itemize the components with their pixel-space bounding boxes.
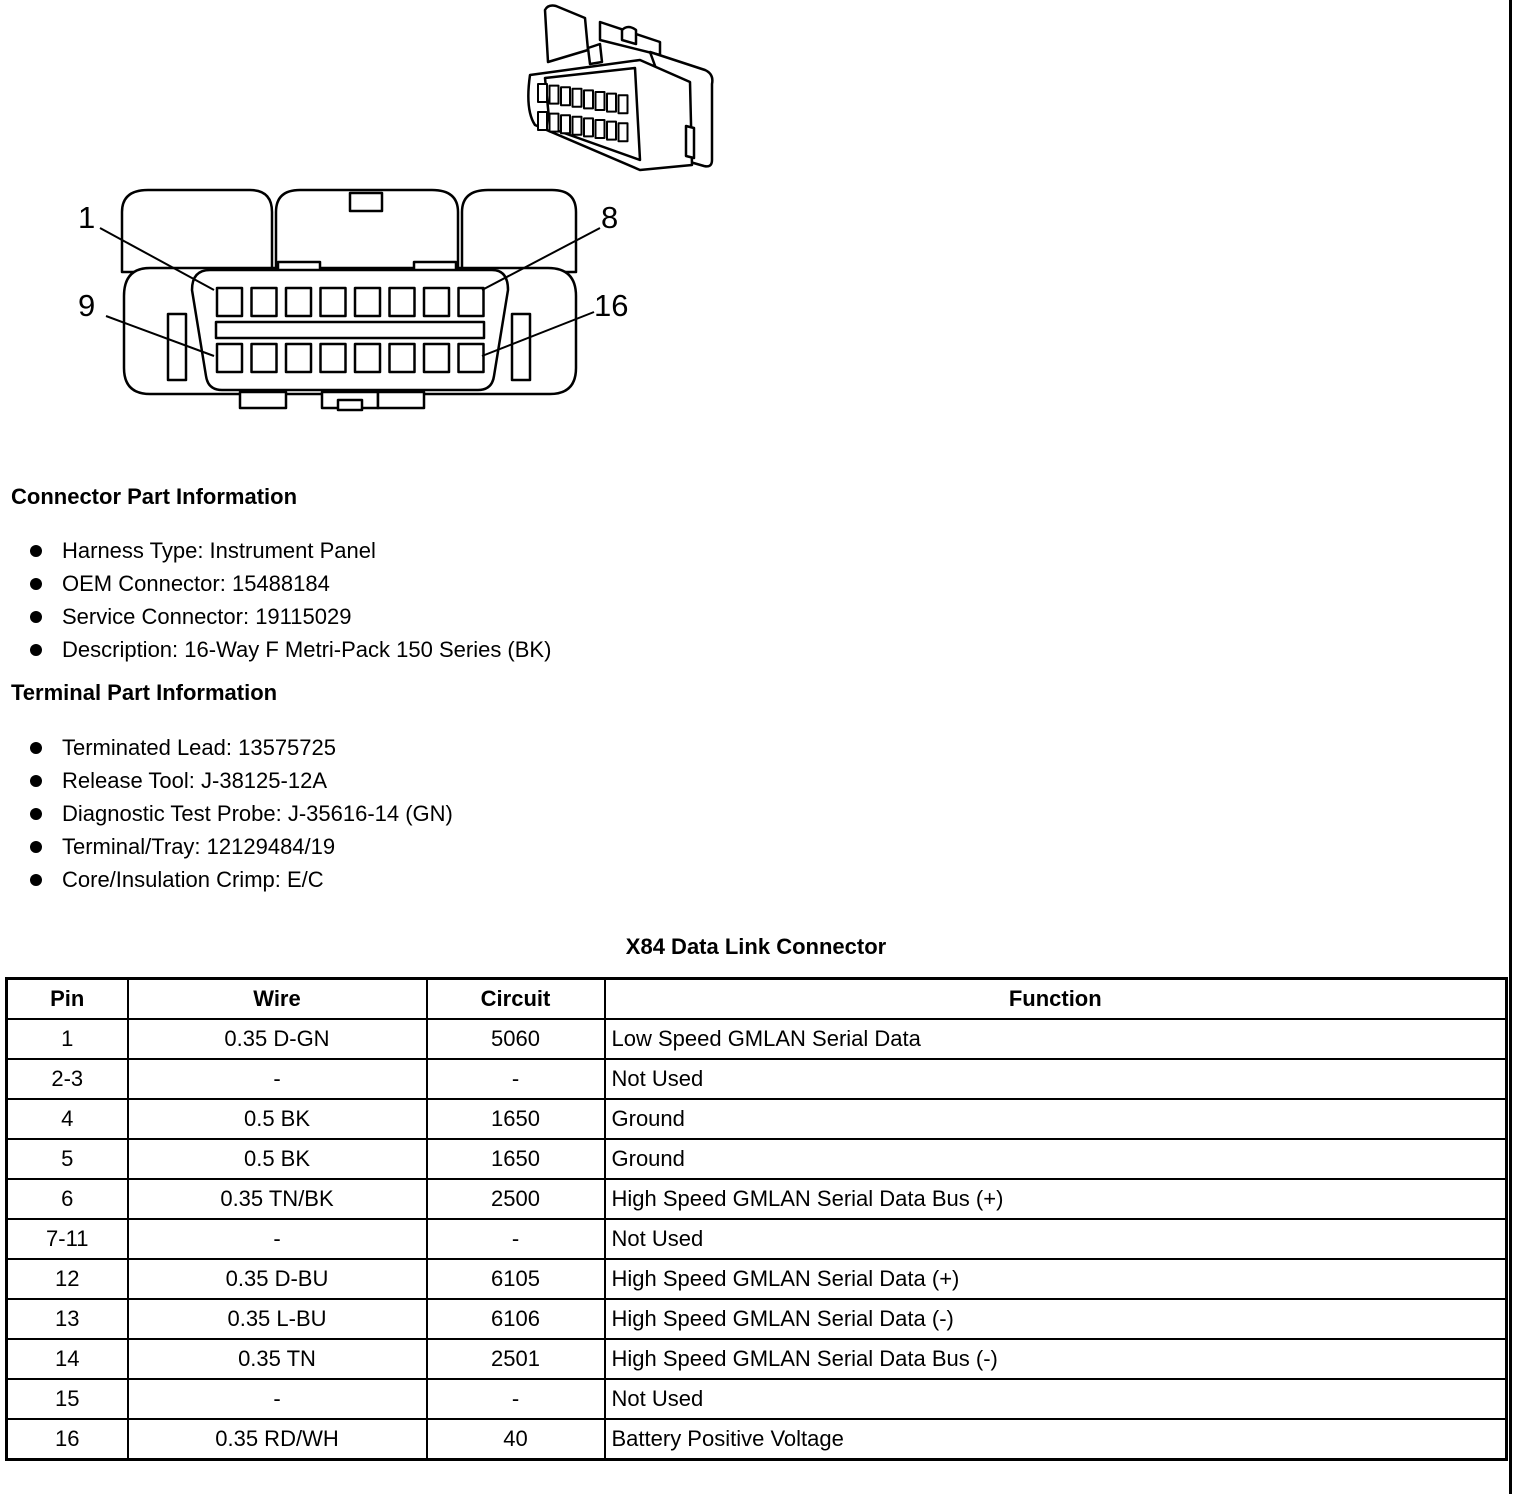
pin-cavity	[459, 288, 484, 316]
cell-function: Not Used	[605, 1059, 1507, 1099]
table-row	[7, 1299, 1507, 1339]
pin-cavity-iso	[561, 115, 570, 133]
cell-circuit: 1650	[427, 1139, 605, 1179]
connector-front-view	[122, 190, 576, 410]
pin-cavity	[390, 344, 415, 372]
cell-wire: 0.35 TN	[128, 1339, 427, 1379]
pinout-table	[5, 977, 1508, 1461]
pin-cavity-iso	[538, 112, 547, 130]
table-row	[7, 1099, 1507, 1139]
pin-cavity-iso	[619, 123, 628, 141]
pin-cavity	[355, 288, 380, 316]
cell-pin: 14	[7, 1339, 128, 1379]
pin-cavity	[252, 344, 277, 372]
cell-function: Not Used	[605, 1219, 1507, 1259]
list-item: Terminated Lead: 13575725	[28, 731, 453, 764]
pin-cavity-iso	[607, 122, 616, 140]
cell-wire: 0.35 TN/BK	[128, 1179, 427, 1219]
pin-cavity-iso	[538, 84, 547, 102]
pin-cavity	[217, 288, 242, 316]
cell-circuit: 40	[427, 1419, 605, 1460]
table-row	[7, 1059, 1507, 1099]
cell-wire: 0.5 BK	[128, 1099, 427, 1139]
column-header-wire: Wire	[128, 979, 427, 1020]
cell-pin: 4	[7, 1099, 128, 1139]
cell-circuit: -	[427, 1059, 605, 1099]
cell-circuit: 1650	[427, 1099, 605, 1139]
pin-cavity	[459, 344, 484, 372]
cell-pin: 12	[7, 1259, 128, 1299]
cell-wire: -	[128, 1219, 427, 1259]
cell-function: Ground	[605, 1099, 1507, 1139]
cell-function: High Speed GMLAN Serial Data (-)	[605, 1299, 1507, 1339]
pin-cavity-iso	[596, 92, 605, 110]
cell-pin: 5	[7, 1139, 128, 1179]
pin-cavity	[424, 288, 449, 316]
table-row	[7, 1339, 1507, 1379]
list-item: Service Connector: 19115029	[28, 600, 551, 633]
pin-cavity-iso	[573, 117, 582, 135]
list-item: OEM Connector: 15488184	[28, 567, 551, 600]
pin-cavity-iso	[573, 89, 582, 107]
table-header-row	[7, 979, 1507, 1020]
cell-circuit: 6106	[427, 1299, 605, 1339]
pin-label-8: 8	[601, 200, 619, 235]
cell-pin: 1	[7, 1019, 128, 1059]
cell-pin: 16	[7, 1419, 128, 1460]
cell-wire: 0.5 BK	[128, 1139, 427, 1179]
pin-cavity	[286, 288, 311, 316]
cell-function: High Speed GMLAN Serial Data Bus (-)	[605, 1339, 1507, 1379]
cell-function: Not Used	[605, 1379, 1507, 1419]
cell-pin: 7-11	[7, 1219, 128, 1259]
cell-pin: 13	[7, 1299, 128, 1339]
list-item: Diagnostic Test Probe: J-35616-14 (GN)	[28, 797, 453, 830]
table-title: X84 Data Link Connector	[625, 934, 887, 959]
cell-wire: -	[128, 1379, 427, 1419]
list-item: Release Tool: J-38125-12A	[28, 764, 453, 797]
pin-cavity-iso	[607, 94, 616, 112]
connector-part-list	[28, 534, 551, 666]
list-item: Harness Type: Instrument Panel	[28, 534, 551, 567]
cell-circuit: 2501	[427, 1339, 605, 1379]
pin-label-1: 1	[78, 200, 96, 235]
table-row	[7, 1259, 1507, 1299]
cell-wire: -	[128, 1059, 427, 1099]
cell-circuit: 5060	[427, 1019, 605, 1059]
pin-cavity-iso	[550, 114, 559, 132]
pin-cavity-iso	[619, 95, 628, 113]
page-border-right	[1509, 0, 1512, 1494]
cell-wire: 0.35 RD/WH	[128, 1419, 427, 1460]
pin-cavity	[321, 344, 346, 372]
connector-diagram	[0, 0, 760, 430]
pin-cavity	[424, 344, 449, 372]
cell-wire: 0.35 D-GN	[128, 1019, 427, 1059]
table-row	[7, 1419, 1507, 1460]
table-row	[7, 1379, 1507, 1419]
cell-wire: 0.35 D-BU	[128, 1259, 427, 1299]
pin-label-9: 9	[78, 288, 96, 323]
pin-cavity	[321, 288, 346, 316]
cell-function: High Speed GMLAN Serial Data (+)	[605, 1259, 1507, 1299]
column-header-function: Function	[605, 979, 1507, 1020]
pin-cavity	[286, 344, 311, 372]
cell-circuit: 2500	[427, 1179, 605, 1219]
table-row	[7, 1219, 1507, 1259]
table-row	[7, 1139, 1507, 1179]
table-row	[7, 1019, 1507, 1059]
column-header-circuit: Circuit	[427, 979, 605, 1020]
table-row	[7, 1179, 1507, 1219]
list-item: Description: 16-Way F Metri-Pack 150 Series (BK)	[28, 633, 551, 666]
pin-label-16: 16	[594, 288, 629, 323]
pin-cavity	[355, 344, 380, 372]
connector-part-heading: Connector Part Information	[11, 484, 298, 509]
pin-cavity-iso	[584, 118, 593, 136]
cell-circuit: 6105	[427, 1259, 605, 1299]
terminal-part-heading: Terminal Part Information	[11, 680, 278, 705]
cell-circuit: -	[427, 1219, 605, 1259]
column-header-pin: Pin	[7, 979, 128, 1020]
cell-pin: 15	[7, 1379, 128, 1419]
pin-cavity-iso	[584, 90, 593, 108]
cell-function: Battery Positive Voltage	[605, 1419, 1507, 1460]
pin-cavity	[390, 288, 415, 316]
pin-cavity-iso	[596, 120, 605, 138]
cell-wire: 0.35 L-BU	[128, 1299, 427, 1339]
terminal-part-list	[28, 731, 453, 896]
cell-function: High Speed GMLAN Serial Data Bus (+)	[605, 1179, 1507, 1219]
cell-function: Ground	[605, 1139, 1507, 1179]
list-item: Terminal/Tray: 12129484/19	[28, 830, 453, 863]
connector-isometric-view	[528, 6, 712, 171]
cell-pin: 6	[7, 1179, 128, 1219]
list-item: Core/Insulation Crimp: E/C	[28, 863, 453, 896]
cell-function: Low Speed GMLAN Serial Data	[605, 1019, 1507, 1059]
cell-circuit: -	[427, 1379, 605, 1419]
pin-cavity-iso	[561, 87, 570, 105]
pin-cavity	[217, 344, 242, 372]
pin-cavity-iso	[550, 86, 559, 104]
cell-pin: 2-3	[7, 1059, 128, 1099]
pin-cavity	[252, 288, 277, 316]
